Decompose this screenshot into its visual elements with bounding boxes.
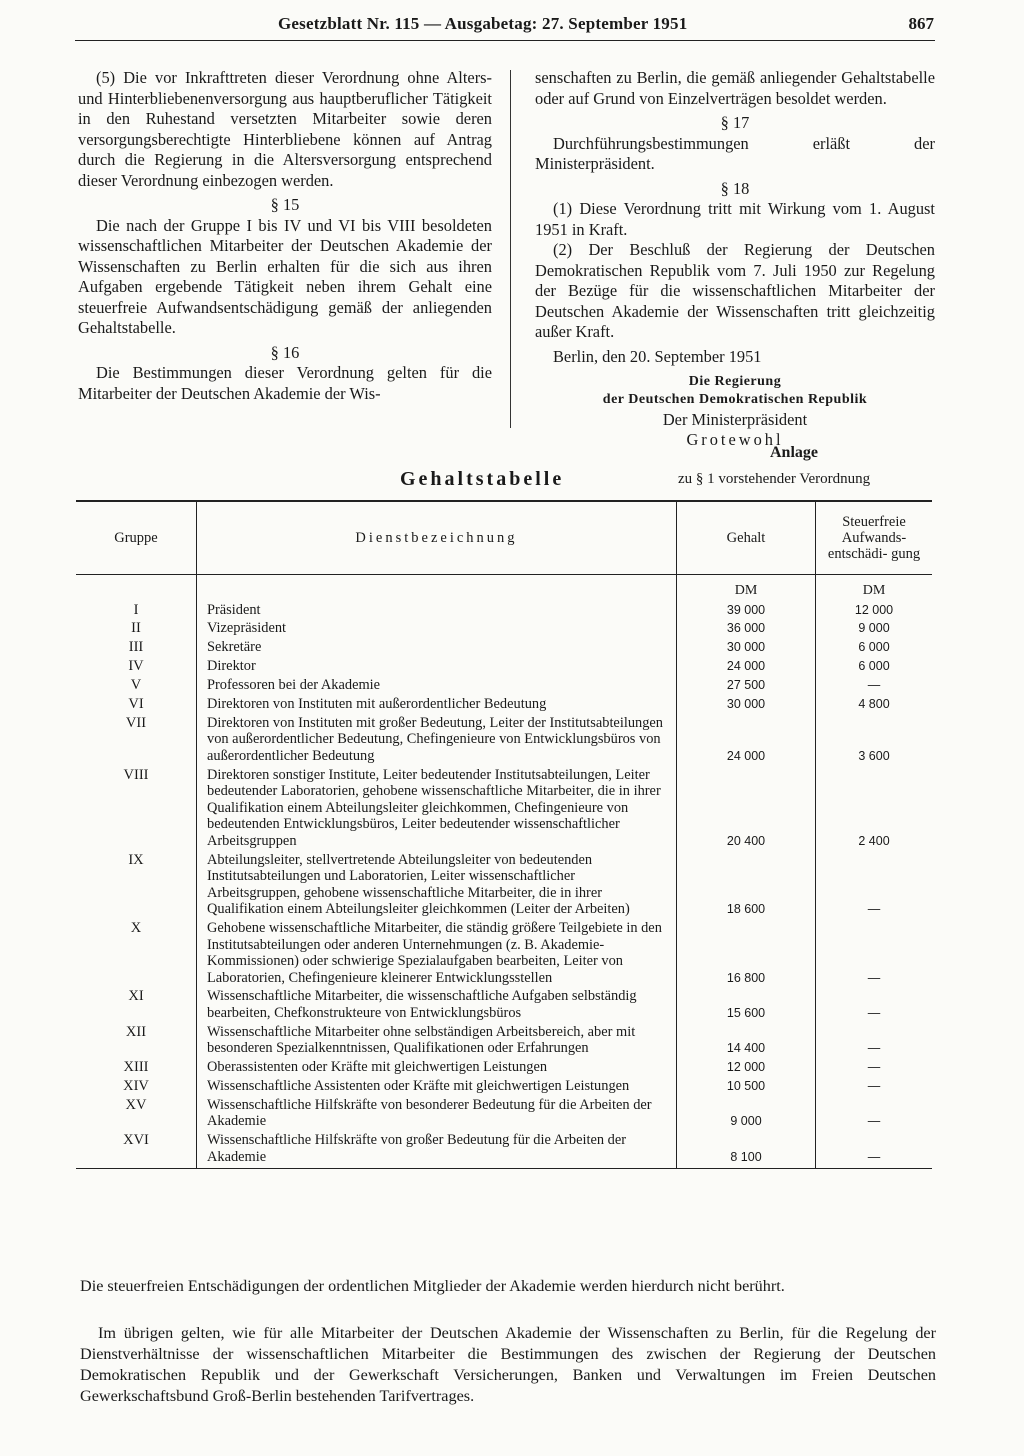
row-allowance: — (816, 920, 933, 988)
header-rule (75, 40, 935, 41)
row-group: VII (125, 714, 147, 731)
row-title (197, 1078, 677, 1097)
unit-salary: DM (677, 575, 816, 602)
row-group: XIV (123, 1078, 149, 1095)
minister-title: Der Ministerpräsident (662, 410, 808, 429)
footer-note-1: Die steuerfreien Entschädigungen der ordentlichen Mitglieder der Akademie werden hierdurch nicht berührt. (80, 1277, 785, 1295)
place-date: Berlin, den 20. September 1951 (553, 346, 762, 366)
table-row (76, 852, 932, 920)
units-row (76, 575, 932, 602)
row-salary: 16 800 (677, 920, 816, 988)
row-title (197, 602, 677, 621)
header-title: Dienstbezeichnung (197, 501, 677, 575)
row-title (197, 1059, 677, 1078)
left-column (78, 68, 492, 404)
row-salary: 18 600 (677, 852, 816, 920)
government-line-2: der Deutschen Demokratischen Republik (602, 392, 868, 407)
row-allowance: 6 000 (816, 639, 933, 658)
row-allowance: — (816, 677, 933, 696)
row-group: V (130, 677, 142, 694)
row-group: VIII (123, 766, 149, 783)
table-row (76, 767, 932, 852)
table-row (76, 602, 932, 621)
row-salary: 8 100 (677, 1132, 816, 1168)
row-allowance: 2 400 (816, 767, 933, 852)
table-header-row (76, 501, 932, 575)
row-title-text: Präsident (207, 601, 261, 618)
table-row (76, 677, 932, 696)
row-salary: 12 000 (677, 1059, 816, 1078)
table-row (76, 1024, 932, 1059)
section-18-heading: § 18 (720, 178, 750, 198)
table-row (76, 715, 932, 767)
row-salary: 30 000 (677, 639, 816, 658)
row-title (197, 658, 677, 677)
row-group: XIII (123, 1059, 149, 1076)
table-row (76, 1132, 932, 1168)
row-title-text: Sekretäre (207, 639, 262, 656)
row-group: VI (128, 695, 144, 712)
annex-label: Anlage (770, 444, 818, 461)
row-group: I (133, 601, 139, 618)
row-salary: 36 000 (677, 620, 816, 639)
table-row (76, 658, 932, 677)
row-title (197, 677, 677, 696)
header-allowance: Steuerfreie Aufwands- entschädi- gung (816, 501, 933, 575)
row-title (197, 639, 677, 658)
row-allowance: — (816, 852, 933, 920)
row-allowance: — (816, 988, 933, 1023)
row-salary: 14 400 (677, 1024, 816, 1059)
section-18-para-2: (2) Der Beschluß der Regierung der Deutschen Demokratischen Republik vom 7. Juli 1950 zur Regelung der Bezüge für die wissenschaftlichen Mitarbeiter der Deutschen Akademie der Wissenschaften tritt gleichzeitig außer Kraft. (535, 240, 935, 341)
row-salary: 24 000 (677, 658, 816, 677)
row-salary: 10 500 (677, 1078, 816, 1097)
table-row (76, 1078, 932, 1097)
row-allowance: — (816, 1097, 933, 1132)
row-salary: 30 000 (677, 696, 816, 715)
header-group: Gruppe (76, 501, 197, 575)
table-row (76, 988, 932, 1023)
row-title-text: Direktor (207, 658, 256, 675)
row-allowance: 12 000 (816, 602, 933, 621)
row-title-text: Wissenschaftliche Assistenten oder Kräfte mit gleichwertigen Leistungen (207, 1078, 630, 1095)
row-title-text: Direktoren von Instituten mit großer Bedeutung, Leiter der Institutsabteilungen von außerordentlicher Bedeutung, Chefingenieure von Entwicklungsbüros von außerordentlicher Bedeutung (207, 714, 663, 764)
row-group: II (131, 620, 141, 637)
row-group: X (130, 920, 142, 937)
row-title-text: Direktoren sonstiger Institute, Leiter bedeutender Institutsabteilungen, Leiter bedeutender Laboratorien, gehobene wissenschaftliche Mitarbeiter, die in ihrer Qualifikation einem Abteilungsleiter gleichkommen, Chefingenieure von bedeutenden Entwicklungsbüros, Leiter bedeutender wissenschaftlicher Arbeitsgruppen (207, 766, 661, 849)
unit-allowance: DM (816, 575, 933, 602)
row-allowance: — (816, 1132, 933, 1168)
row-allowance: — (816, 1059, 933, 1078)
section-17-heading: § 17 (720, 113, 750, 132)
row-title-text: Wissenschaftliche Mitarbeiter, die wissenschaftliche Aufgaben selbständig bearbeiten, Chefkonstrukteure von Entwicklungsbüros (207, 988, 637, 1021)
row-title-text: Abteilungsleiter, stellvertretende Abteilungsleiter von bedeutenden Institutsabteilungen und Laboratorien, Leiter wissenschaftlicher Arbeitsgruppen, gehobene wissenschaftliche Mitarbeiter, die in ihrer Qualifikation einem Abteilungsleiter gleichkommen (Leiter der Arbeiten) (207, 851, 630, 918)
section-18-para-1: (1) Diese Verordnung tritt mit Wirkung vom 1. August 1951 in Kraft. (535, 199, 935, 239)
row-title (197, 715, 677, 767)
row-group: XI (128, 988, 144, 1005)
row-title (197, 620, 677, 639)
row-allowance: 6 000 (816, 658, 933, 677)
row-salary: 39 000 (677, 602, 816, 621)
table-row (76, 920, 932, 988)
row-group: IV (128, 658, 144, 675)
table-row (76, 1097, 932, 1132)
table-row (76, 696, 932, 715)
row-salary: 27 500 (677, 677, 816, 696)
salary-table (76, 500, 932, 1169)
page-number: 867 (908, 14, 934, 33)
row-group: III (128, 639, 144, 656)
row-title-text: Professoren bei der Akademie (207, 677, 381, 694)
row-allowance: 9 000 (816, 620, 933, 639)
row-group: XII (125, 1023, 147, 1040)
row-title (197, 696, 677, 715)
footer-note-2: Im übrigen gelten, wie für alle Mitarbeiter der Deutschen Akademie der Wissenschaften zu Berlin, für die Regelung der Dienstverhältnisse der wissenschaftlichen Mitarbeiter die Bestimmungen des zwischen der Regierung der Deutschen Demokratischen Republik und der Gewerkschaft Versicherungen, Banken und Verwaltungen im Freien Deutschen Gewerkschaftsbund Groß-Berlin bestehenden Tarifvertrages. (80, 1324, 936, 1405)
row-salary: 24 000 (677, 715, 816, 767)
table-row (76, 1059, 932, 1078)
row-title (197, 1132, 677, 1168)
table-row (76, 639, 932, 658)
row-salary: 9 000 (677, 1097, 816, 1132)
table-title: Gehaltstabelle (400, 468, 565, 490)
row-group: IX (128, 851, 144, 868)
section-16-continued: senschaften zu Berlin, die gemäß anliegender Gehaltstabelle oder auf Grund von Einzelverträgen besoldet werden. (535, 68, 935, 108)
row-title-text: Wissenschaftliche Hilfskräfte von besonderer Bedeutung für die Arbeiten der Akademie (207, 1096, 652, 1130)
row-salary: 15 600 (677, 988, 816, 1023)
row-title (197, 852, 677, 920)
row-title-text: Wissenschaftliche Hilfskräfte von großer Bedeutung für die Arbeiten der Akademie (207, 1132, 627, 1165)
row-salary: 20 400 (677, 767, 816, 852)
row-allowance: 3 600 (816, 715, 933, 767)
signature-block (535, 373, 935, 451)
row-title (197, 1024, 677, 1059)
row-group: XVI (123, 1132, 149, 1149)
minister-name: Grotewohl (686, 430, 784, 449)
row-allowance: — (816, 1078, 933, 1097)
section-15-heading: § 15 (270, 195, 300, 214)
annex-reference: zu § 1 vorstehender Verordnung (678, 471, 871, 487)
row-title-text: Vizepräsident (207, 620, 287, 637)
paragraph-5: (5) Die vor Inkrafttreten dieser Verordnung ohne Alters- und Hinterbliebenenversorgung aus hauptberuflicher Tätigkeit in den Ruhestand versetzten Mitarbeiter sowie deren versorgungsberechtigte Hinterbliebene können auf Antrag durch die Regierung in die Altersversorgung entsprechend dieser Verordnung einbezogen werden. (78, 68, 492, 190)
page-header: Gesetzblatt Nr. 115 — Ausgabetag: 27. September 1951 (278, 14, 688, 33)
row-allowance: — (816, 1024, 933, 1059)
row-title-text: Oberassistenten oder Kräfte mit gleichwertigen Leistungen (207, 1059, 548, 1076)
section-16-heading: § 16 (270, 342, 300, 362)
row-title (197, 1097, 677, 1132)
right-column (535, 68, 935, 451)
row-title (197, 767, 677, 852)
column-divider (510, 70, 511, 428)
row-group: XV (125, 1096, 147, 1113)
header-salary: Gehalt (677, 501, 816, 575)
row-title (197, 920, 677, 988)
row-title-text: Direktoren von Instituten mit außerordentlicher Bedeutung (207, 695, 547, 712)
row-title-text: Gehobene wissenschaftliche Mitarbeiter, die ständig größere Teilgebiete in den Institutsabteilungen oder anderen Unternehmungen (z. B. Akademie-Kommissionen) oder schwierige Spezialaufgaben bearbeiten, Leiter von Laboratorien, Chefingenieure kleinerer Entwicklungsstellen (207, 920, 662, 986)
section-15-text: Die nach der Gruppe I bis IV und VI bis VIII besoldeten wissenschaftlichen Mitarbeiter der Deutschen Akademie der Wissenschaften zu Berlin erhalten für die sich aus ihren Aufgaben ergebende Tätigkeit neben ihrem Gehalt eine steuerfreie Aufwandsentschädigung gemäß der anliegenden Gehaltstabelle. (78, 215, 492, 337)
row-title-text: Wissenschaftliche Mitarbeiter ohne selbständigen Arbeitsbereich, aber mit besonderen Spezialkenntnissen, Qualifikationen oder Erfahrungen (207, 1023, 636, 1057)
row-title (197, 988, 677, 1023)
row-allowance: 4 800 (816, 696, 933, 715)
section-16-text: Die Bestimmungen dieser Verordnung gelten für die Mitarbeiter der Deutschen Akademie der Wis- (78, 363, 492, 403)
table-row (76, 620, 932, 639)
section-17-text: Durchführungsbestimmungen erläßt der Ministerpräsident. (535, 133, 935, 173)
government-line-1: Die Regierung (688, 374, 782, 389)
